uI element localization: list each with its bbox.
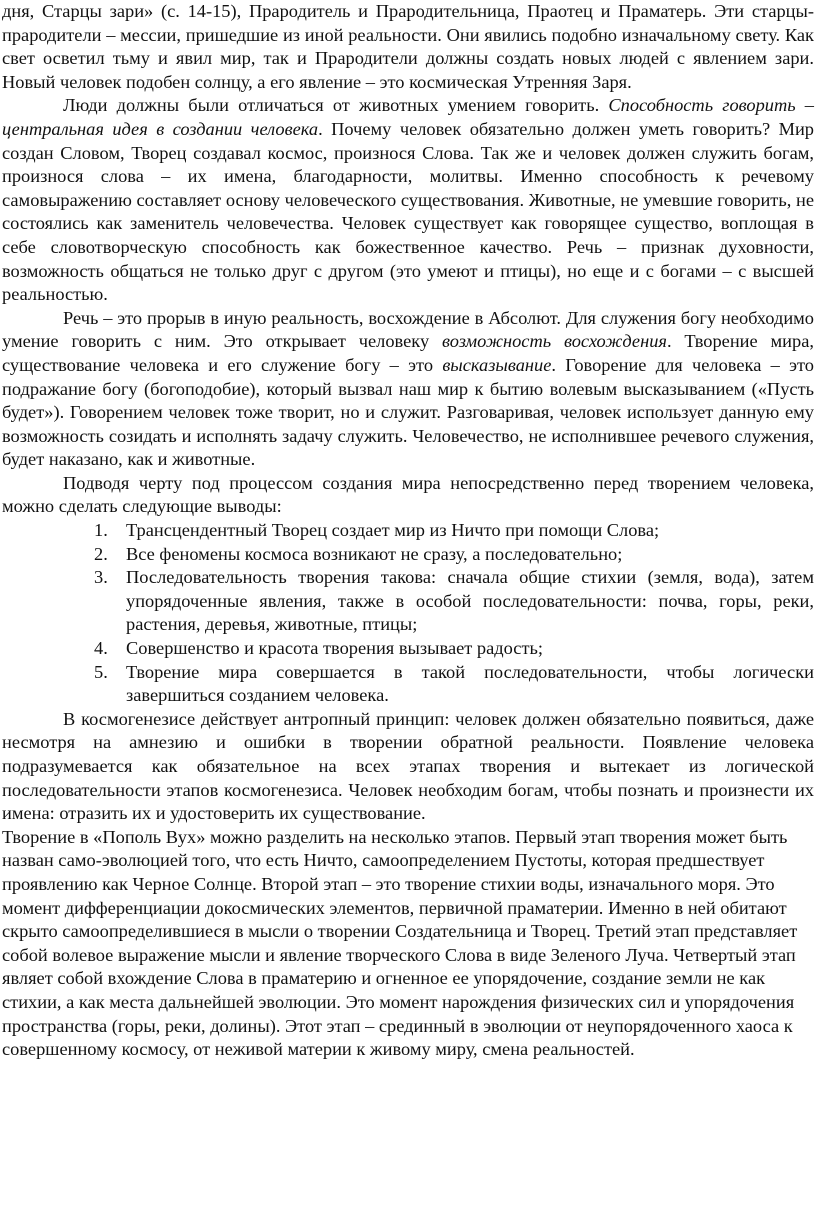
conclusions-list <box>2 519 814 708</box>
list-item-text: Все феномены космоса возникают не сразу, а последовательно; <box>126 543 623 564</box>
paragraph-3-italic-1: возможность восхождения <box>442 331 667 352</box>
list-item-text: Творение мира совершается в такой последовательности, чтобы логически завершиться созданием человека. <box>126 661 814 706</box>
paragraph-6 <box>2 826 814 1062</box>
paragraph-3-start: Речь – это прорыв в иную реальность, восхождение в Абсолют. Для служения богу необходимо умение говорить с ним. Это открывает человеку <box>2 307 814 352</box>
list-item <box>94 637 814 661</box>
paragraph-2 <box>2 94 814 306</box>
paragraph-4-text: Подводя черту под процессом создания мира непосредственно перед творением человека, можно сделать следующие выводы: <box>2 472 814 517</box>
paragraph-3-rest: . Говорение для человека – это подражание богу (богоподобие), который вызвал наш мир к бытию волевым высказыванием («Пусть будет»). Говорением человек тоже творит, но и служит. Разговаривая, человек использует данную ему возможность созидать и исполнять задачу служить. Человечество, не исполнившее речевого служения, будет наказано, как и животные. <box>2 354 815 470</box>
list-item-number: 4. <box>94 638 108 659</box>
list-item-text: Трансцендентный Творец создает мир из Ничто при помощи Слова; <box>126 520 660 541</box>
paragraph-2-start: Люди должны были отличаться от животных умением говорить. <box>63 95 609 116</box>
list-item <box>94 519 814 543</box>
paragraph-3-italic-2: высказывание <box>442 354 552 375</box>
paragraph-4 <box>2 472 814 519</box>
paragraph-3-mid: . Творение мира, существование человека и его служение богу – это <box>2 331 814 375</box>
list-item <box>94 566 814 637</box>
paragraph-5-text: В космогенезисе действует антропный принцип: человек должен обязательно появиться, даже несмотря на амнезию и ошибки в творении обратной реальности. Появление человека подразумевается как обязательное на всех этапах творения и вытекает из логической последовательности этапов космогенезиса. Человек необходим богам, чтобы познать и произнести их имена: отразить их и удостоверить их существование. <box>2 708 814 824</box>
list-item-text: Последовательность творения такова: сначала общие стихии (земля, вода), затем упорядоченные явления, также в особой последовательности: почва, горы, реки, растения, деревья, животные, птицы; <box>126 567 814 635</box>
paragraph-2-italic: Способность говорить – центральная идея в создании человека <box>2 95 814 139</box>
paragraph-1 <box>2 0 814 94</box>
paragraph-5 <box>2 708 814 826</box>
list-item <box>94 543 814 567</box>
paragraph-1-text: дня, Старцы зари» (с. 14-15), Прародитель и Прародительница, Праотец и Праматерь. Эти старцы-прародители – мессии, пришедшие из иной реальности. Они явились подобно изначальному свету. Как свет осветил тьму и явил мир, так и Прародители должны создать новых людей с явлением зари. Новый человек подобен солнцу, а его явление – это космическая Утренняя Заря. <box>2 1 814 92</box>
list-item-text: Совершенство и красота творения вызывает радость; <box>126 638 543 659</box>
paragraph-6-text: Творение в «Пополь Вух» можно разделить на несколько этапов. Первый этап творения может быть назван само-эволюцией того, что есть Ничто, самоопределением Пустоты, которая предшествует проявлению как Черное Солнце. Второй этап – это творение стихии воды, изначального моря. Это момент дифференциации докосмических элементов, первичной праматерии. Именно в ней обитают скрыто самоопределившиеся в мысли о творении Создательница и Творец. Третий этап представляет собой волевое выражение мысли и явление творческого Слова в виде Зеленого Луча. Четвертый этап являет собой вхождение Слова в праматерию и огненное ее упорядочение, создание земли не как стихии, а как места дальнейшей эволюции. Это момент нарождения физических сил и упорядочения пространства (горы, реки, долины). Этот этап – срединный в эволюции от неупорядоченного хаоса к совершенному космосу, от неживой материи к живому миру, смена реальностей. <box>2 826 798 1060</box>
list-item-number: 2. <box>94 543 108 564</box>
paragraph-2-rest: . Почему человек обязательно должен уметь говорить? Мир создан Словом, Творец создавал космос, произнося Слова. Так же и человек должен служить богам, произнося слова – их имена, благодарности, молитвы. Именно способность к речевому самовыражению составляет основу человеческого существования. Животные, не умевшие говорить, не состоялись как заменитель человечества. Человек существует как говорящее существо, воплощая в себе словотворческую способность как божественное качество. Речь – признак духовности, возможность общаться не только друг с другом (это умеют и птицы), но еще и с богами – с высшей реальностью. <box>2 118 814 305</box>
list-item <box>94 661 814 708</box>
list-item-number: 1. <box>94 520 108 541</box>
list-item-number: 3. <box>94 567 108 588</box>
list-item-number: 5. <box>94 661 108 682</box>
paragraph-3 <box>2 307 814 472</box>
